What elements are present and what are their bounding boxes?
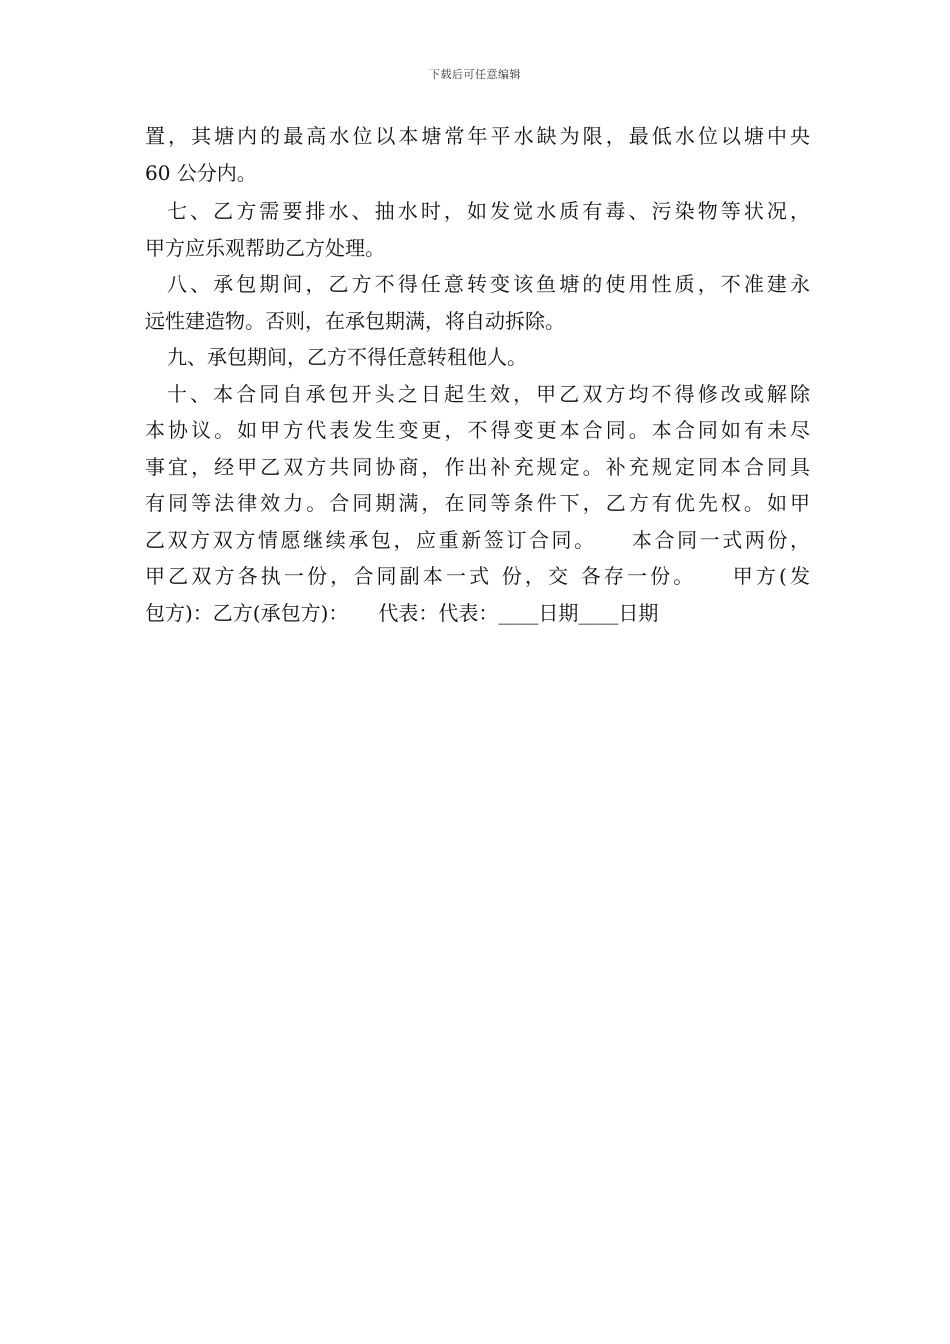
signature-line: 包方)：乙方(承包方)： 代表：代表：____日期____日期 <box>145 600 659 625</box>
text-line: 60 公分内。 <box>145 160 257 185</box>
text-line: 事宜，经甲乙双方共同协商，作出补充规定。补充规定同本合同具 <box>145 454 810 479</box>
text-line: 置，其塘内的最高水位以本塘常年平水缺为限，最低水位以塘中央 <box>145 124 810 148</box>
text-line: 远性建造物。否则，在承包期满，将自动拆除。 <box>145 308 565 333</box>
clause-8-line: 八、承包期间，乙方不得任意转变该鱼塘的使用性质，不准建永 <box>167 272 810 296</box>
clause-9-line: 九、承包期间，乙方不得任意转租他人。 <box>167 345 527 369</box>
text-line: 有同等法律效力。合同期满，在同等条件下，乙方有优先权。如甲 <box>145 491 810 515</box>
text-line: 甲乙双方各执一份，合同副本一式 份，交 各存一份。 甲方(发 <box>145 564 810 588</box>
page-header: 下载后可任意编辑 <box>429 68 521 81</box>
text-line: 乙双方双方情愿继续承包，应重新签订合同。 本合同一式两份， <box>145 527 810 552</box>
clause-7-line: 七、乙方需要排水、抽水时，如发觉水质有毒、污染物等状况， <box>167 199 810 223</box>
contract-body <box>145 118 810 631</box>
text-line: 甲方应乐观帮助乙方处理。 <box>145 235 385 260</box>
clause-10-line: 十、本合同自承包开头之日起生效，甲乙双方均不得修改或解除 <box>167 381 810 406</box>
text-line: 本协议。如甲方代表发生变更，不得变更本合同。本合同如有未尽 <box>145 418 810 442</box>
